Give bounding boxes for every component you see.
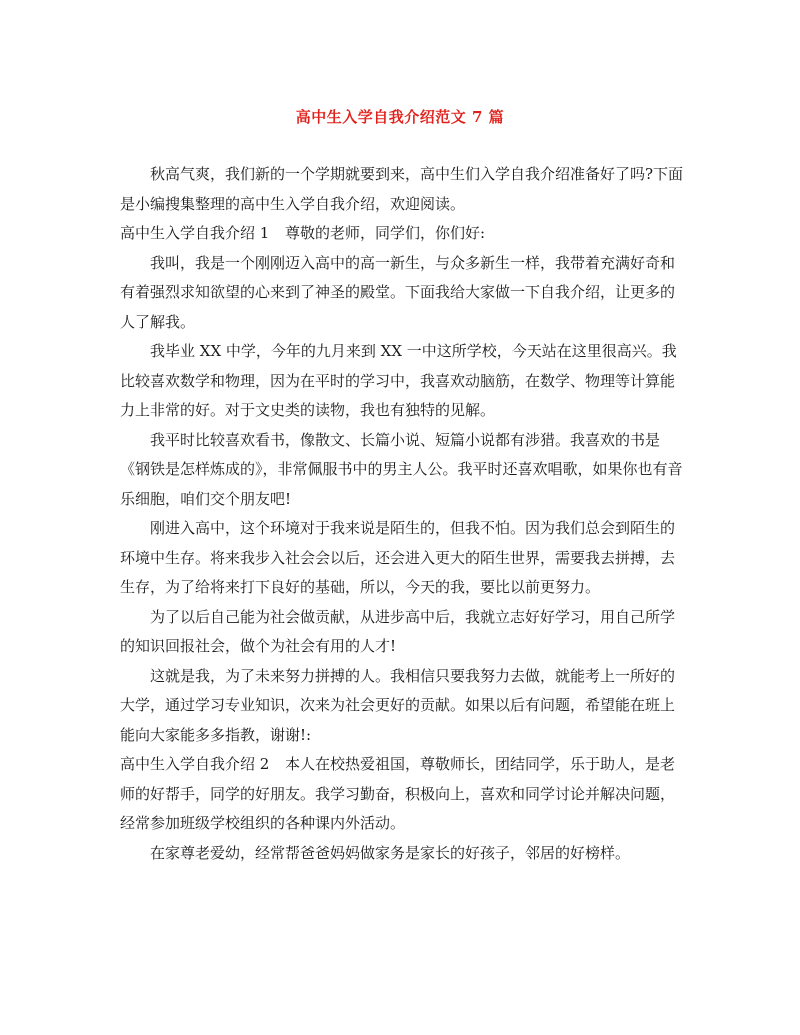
intro-paragraph: 秋高气爽，我们新的一个学期就要到来，高中生们入学自我介绍准备好了吗?下面是小编搜集整理的高中生入学自我介绍，欢迎阅读。 <box>120 165 684 213</box>
body-paragraph: 这就是我，为了未来努力拼搏的人。我相信只要我努力去做，就能考上一所好的大学，通过学习专业知识，次来为社会更好的贡献。如果以后有问题，希望能在班上能向大家能多多指教，谢谢!: <box>120 666 676 744</box>
document-body <box>120 160 686 868</box>
section-2-heading-line <box>120 750 686 839</box>
section-1-heading-line <box>120 219 686 249</box>
section-1-label: 高中生入学自我介绍 1 <box>120 224 270 242</box>
body-paragraph: 我叫，我是一个刚刚迈入高中的高一新生，与众多新生一样，我带着充满好奇和有着强烈求知欲望的心来到了神圣的殿堂。下面我给大家做一下自我介绍，让更多的人了解我。 <box>120 253 676 331</box>
section-2-label: 高中生入学自我介绍 2 <box>120 755 270 773</box>
body-paragraph: 我毕业 XX 中学，今年的九月来到 XX 一中这所学校，今天站在这里很高兴。我比较喜欢数学和物理，因为在平时的学习中，我喜欢动脑筋，在数学、物理等计算能力上非常的好。对于文史类的读物，我也有独特的见解。 <box>120 342 677 419</box>
body-paragraph: 在家尊老爱幼，经常帮爸爸妈妈做家务是家长的好孩子，邻居的好榜样。 <box>150 843 631 862</box>
body-paragraph: 刚进入高中，这个环境对于我来说是陌生的，但我不怕。因为我们总会到陌生的环境中生存。将来我步入社会会以后，还会进入更大的陌生世界，需要我去拼搏，去生存，为了给将来打下良好的基础，所以，今天的我，要比以前更努力。 <box>120 519 676 596</box>
section-2-text: 本人在校热爱祖国，尊敬师长，团结同学，乐于助人，是老师的好帮手，同学的好朋友。我学习勤奋，积极向上，喜欢和同学讨论并解决问题，经常参加班级学校组织的各种课内外活动。 <box>120 755 676 832</box>
document-title: 高中生入学自我介绍范文 7 篇 <box>295 108 505 126</box>
body-paragraph: 我平时比较喜欢看书，像散文、长篇小说、短篇小说都有涉猎。我喜欢的书是《钢铁是怎样炼成的》，非常佩服书中的男主人公。我平时还喜欢唱歌，如果你也有音乐细胞，咱们交个朋友吧! <box>120 430 683 508</box>
section-1-greeting: 尊敬的老师，同学们，你们好: <box>285 224 486 242</box>
body-paragraph: 为了以后自己能为社会做贡献，从进步高中后，我就立志好好学习，用自己所学的知识回报社会，做个为社会有用的人才! <box>120 607 676 655</box>
